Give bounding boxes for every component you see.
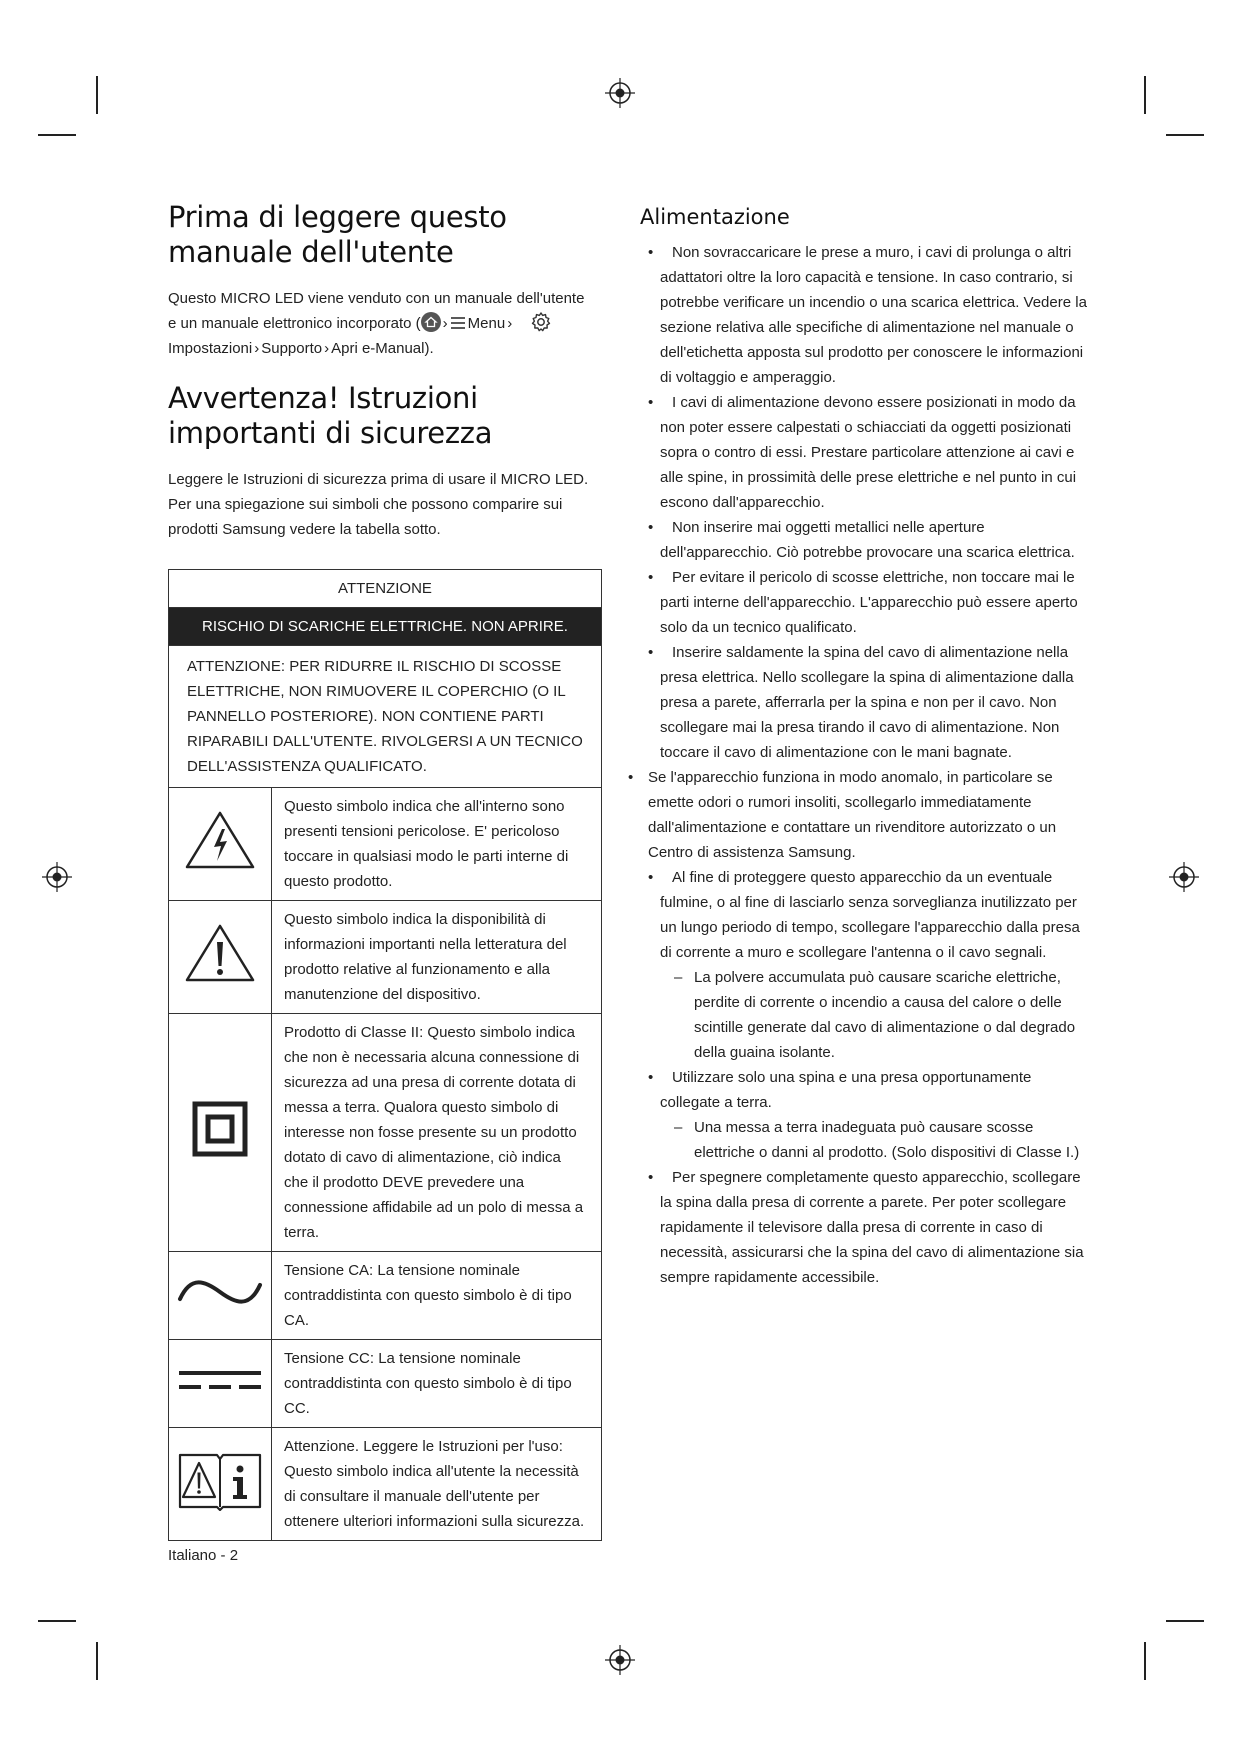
path-item-support: Supporto (261, 340, 323, 357)
list-item: • I cavi di alimentazione devono essere posizionati in modo da non poter essere calpestati o schiacciati da oggetti posizionati sopra o contro di essi. Prestare particolare attenzione ai cavi e alle spine, in prossimità delle prese elettriche e nel punto in cui escono dall'apparecchio. (648, 394, 1077, 511)
caution-table (168, 569, 602, 1541)
section-title-safety: Avvertenza! Istruzioni importanti di sicurezza (168, 381, 493, 450)
list-item: • Utilizzare solo una spina e una presa opportunamente collegate a terra. – Una messa a terra inadeguata può causare scosse elettriche o danni al prodotto. (Solo dispositivi di Classe I.) (640, 1065, 1088, 1165)
list-item: • Se l'apparecchio funziona in modo anomalo, in particolare se emette odori o rumori insoliti, scollegarlo immediatamente dall'alimentazione e contattare un rivenditore autorizzato o un Centro di assistenza Samsung. (628, 769, 1057, 861)
path-separator: › (442, 315, 448, 332)
manual-intro (168, 286, 604, 361)
table-row (169, 901, 602, 1014)
manual-intro-suffix: ). (424, 340, 434, 357)
crop-mark (1144, 1642, 1146, 1680)
table-row (169, 1252, 602, 1340)
dc-lines-icon (177, 1365, 263, 1395)
section-title-manual: Prima di leggere questo manuale dell'utente (168, 200, 507, 269)
path-item-settings: Impostazioni (168, 340, 253, 357)
symbol-description: Tensione CA: La tensione nominale contraddistinta con questo simbolo è di tipo CA. (272, 1252, 602, 1340)
lightning-triangle-icon (183, 809, 257, 871)
crop-mark (38, 1620, 76, 1622)
registration-mark-icon (1169, 862, 1199, 892)
exclamation-triangle-icon (183, 922, 257, 984)
list-item: • Non inserire mai oggetti metallici nelle aperture dell'apparecchio. Ciò potrebbe provocare una scarica elettrica. (648, 519, 1075, 561)
path-separator: › (254, 340, 260, 357)
menu-icon (450, 316, 466, 330)
safety-intro: Leggere le Istruzioni di sicurezza prima di usare il MICRO LED. Per una spiegazione sui simboli che possono comparire sui prodotti Samsung vedere la tabella sotto. (168, 471, 589, 538)
page-footer: Italiano - 2 (168, 1547, 239, 1564)
manual-intro-prefix: e un manuale elettronico incorporato ( (168, 315, 421, 332)
registration-mark-icon (605, 78, 635, 108)
symbol-description: Tensione CC: La tensione nominale contraddistinta con questo simbolo è di tipo CC. (272, 1340, 602, 1428)
list-item: • Inserire saldamente la spina del cavo di alimentazione nella presa elettrica. Nello scollegare la spina di alimentazione dalla presa a parete, afferrarla per la spina e non per il cavo. Non scollegare mai la presa tirando il cavo di alimentazione. Non toccare il cavo di alimentazione con le mani bagnate. (648, 644, 1074, 761)
crop-mark (38, 134, 76, 136)
ac-wave-icon (177, 1277, 263, 1307)
sub-note: – La polvere accumulata può causare scariche elettriche, perdite di corrente o incendio a causa del calore o delle scintille generate dal cavo di alimentazione o dal degrado della guaina isolante. (674, 969, 1076, 1061)
list-item: • Per evitare il pericolo di scosse elettriche, non toccare mai le parti interne dell'apparecchio. L'apparecchio può essere aperto solo da un tecnico qualificato. (648, 569, 1078, 636)
list-item: • Al fine di proteggere questo apparecchio da un eventuale fulmine, o al fine di lasciarlo senza sorveglianza inutilizzato per un lungo periodo di tempo, scollegare l'apparecchio dalla presa di corrente a muro e scollegare l'antenna o il cavo segnali. – La polvere accumulata può causare scariche elettriche, perdite di corrente o incendio a causa del calore o delle scintille generate dal cavo di alimentazione o dal degrado della guaina isolante. (640, 865, 1088, 1065)
manual-intro-line1: Questo MICRO LED viene venduto con un manuale dell'utente (168, 290, 585, 307)
registration-mark-icon (605, 1645, 635, 1675)
list-item: • Non sovraccaricare le prese a muro, i cavi di prolunga o altri adattatori oltre la loro capacità e tensione. In caso contrario, si potrebbe verificare un incendio o una scarica elettrica. Vedere la sezione relativa alle specifiche di alimentazione nel manuale o dell'etichetta apposta sul prodotto per conoscere le informazioni di voltaggio e amperaggio. (648, 244, 1087, 386)
path-separator: › (324, 340, 330, 357)
caution-header: ATTENZIONE (169, 570, 602, 608)
symbol-description: Questo simbolo indica la disponibilità di informazioni importanti nella letteratura del prodotto relative al funzionamento e alla manutenzione del dispositivo. (272, 901, 602, 1014)
table-row (169, 788, 602, 901)
list-item: • Per spegnere completamente questo apparecchio, scollegare la spina dalla presa di corrente a parete. Per poter scollegare rapidamente il televisore dalla presa di corrente in caso di necessità, assicurarsi che la spina del cavo di alimentazione sia sempre rapidamente accessibile. (648, 1169, 1084, 1286)
symbol-description: Questo simbolo indica che all'interno sono presenti tensioni pericolose. E' pericoloso toccare in qualsiasi modo le parti interne di questo prodotto. (272, 788, 602, 901)
section-title-power: Alimentazione (640, 205, 790, 229)
crop-mark (96, 76, 98, 114)
table-row (169, 1340, 602, 1428)
crop-mark (1166, 134, 1204, 136)
home-icon (421, 312, 441, 332)
warning-text: ATTENZIONE: PER RIDURRE IL RISCHIO DI SCOSSE ELETTRICHE, NON RIMUOVERE IL COPERCHIO (O IL PANNELLO POSTERIORE). NON CONTIENE PARTI RIPARABILI DALL'UTENTE. RIVOLGERSI A UN TECNICO DELL'ASSISTENZA QUALIFICATO. (169, 646, 602, 788)
power-bullet-list (628, 240, 1088, 1290)
symbol-description: Prodotto di Classe II: Questo simbolo indica che non è necessaria alcuna connessione di sicurezza ad una presa di corrente dotata di messa a terra. Qualora questo simbolo di interesse non fosse presente su un prodotto dotato di cavo di alimentazione, ciò indica che il prodotto DEVE prevedere una connessione affidabile ad un polo di messa a terra. (272, 1014, 602, 1252)
table-row (169, 1014, 602, 1252)
gear-icon (530, 311, 552, 333)
crop-mark (1166, 1620, 1204, 1622)
path-separator: › (507, 315, 513, 332)
registration-mark-icon (42, 862, 72, 892)
read-manual-icon (177, 1449, 263, 1511)
sub-note: – Una messa a terra inadeguata può causare scosse elettriche o danni al prodotto. (Solo dispositivi di Classe I.) (674, 1119, 1080, 1161)
right-column (628, 200, 1088, 1290)
crop-mark (96, 1642, 98, 1680)
double-square-icon (192, 1101, 248, 1157)
crop-mark (1144, 76, 1146, 114)
risk-banner: RISCHIO DI SCARICHE ELETTRICHE. NON APRIRE. (169, 608, 602, 646)
symbol-description: Attenzione. Leggere le Istruzioni per l'uso: Questo simbolo indica all'utente la necessità di consultare il manuale dell'utente per ottenere ulteriori informazioni sulla sicurezza. (272, 1428, 602, 1541)
table-row (169, 1428, 602, 1541)
left-column (168, 200, 604, 1564)
menu-label: Menu (467, 315, 506, 332)
path-item-emanual: Apri e-Manual (331, 340, 425, 357)
